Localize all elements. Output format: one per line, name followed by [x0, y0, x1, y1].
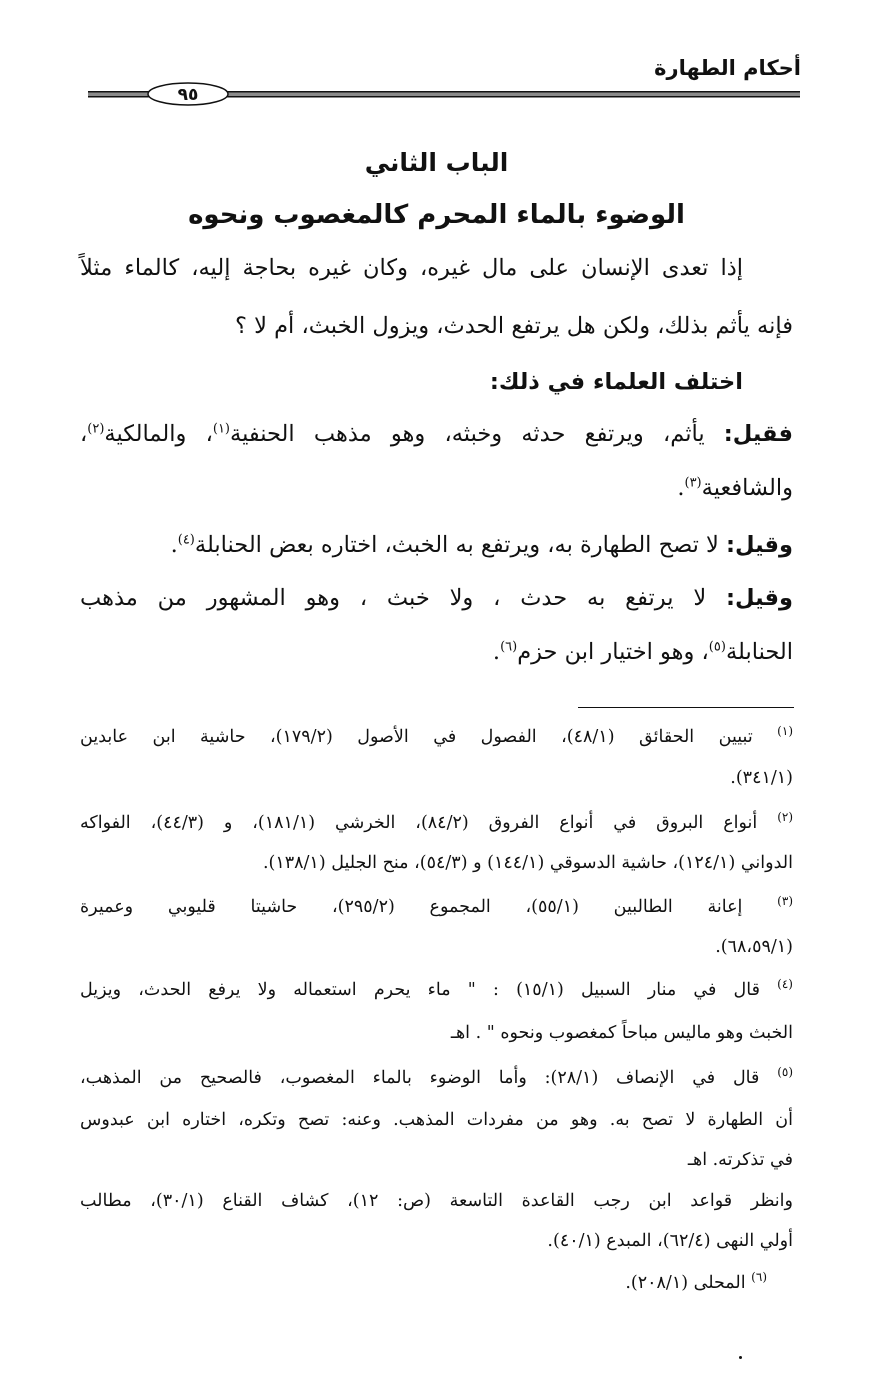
footnote-number: (٤) — [777, 977, 793, 992]
footnote-ref[interactable]: (٦) — [500, 639, 518, 655]
opinion-1 — [80, 416, 793, 452]
body-line: إذا تعدى الإنسان على مال غيره، وكان غيره بحاجة إليه، كالماء مثلاً — [80, 255, 743, 281]
footnote-2-cont: الدواني (١٢٤/١)، حاشية الدسوقي (١٤٤/١) و (٥٤/٣)، منح الجليل (١٣٨/١). — [262, 853, 793, 873]
opinion-3 — [80, 580, 793, 616]
opinion-text: لا يرتفع به حدث ، ولا خبث ، وهو المشهور من مذهب — [80, 585, 727, 611]
footnote-1-cont: (٣٤١/١). — [730, 768, 793, 788]
running-title: أحكام الطهارة — [654, 56, 801, 80]
opinion-text: والشافعية — [701, 475, 793, 501]
opinion-2 — [80, 527, 793, 563]
footnote-1 — [80, 722, 793, 752]
footnote-ref[interactable]: (٤) — [177, 532, 195, 548]
footnote-4-cont: الخبث وهو ماليس مباحاً كمغصوب ونحوه " . اهـ — [450, 1023, 793, 1043]
footnote-text: قال في منار السبيل (١٥/١) : " ماء يحرم استعماله ولا يرفع الحدث، ويزيل — [80, 980, 778, 1000]
scan-speck — [739, 1356, 742, 1359]
opinion-text: ، وهو اختيار ابن حزم — [517, 639, 709, 665]
opinion-text: لا تصح الطهارة به، ويرتفع به الخبث، اختاره بعض الحنابلة — [194, 532, 727, 558]
footnote-text: إعانة الطالبين (٥٥/١)، المجموع (٢٩٥/٢)، حاشيتا قليوبي وعميرة — [80, 897, 778, 917]
footnote-6 — [80, 1268, 767, 1298]
footnote-number: (١) — [777, 724, 793, 739]
punct: . — [170, 532, 178, 558]
footnote-number: (٥) — [777, 1065, 794, 1080]
footnote-ref[interactable]: (١) — [212, 421, 230, 437]
footnote-separator — [578, 707, 794, 708]
chapter-title: الباب الثاني — [364, 148, 509, 177]
footnote-number: (٦) — [751, 1270, 767, 1285]
opinion-text: ، — [80, 421, 88, 447]
footnote-text: تبيين الحقائق (٤٨/١)، الفصول في الأصول (١٧٩/٢)، حاشية ابن عابدين — [80, 727, 778, 747]
opinion-text: يأثم، ويرتفع حدثه وخبثه، وهو مذهب الحنفية — [230, 421, 724, 447]
footnote-5 — [80, 1063, 793, 1093]
footnote-2 — [80, 808, 793, 838]
footnote-5-cont: أولي النهى (٦٢/٤)، المبدع (٤٠/١). — [547, 1231, 793, 1251]
footnote-5-cont: وانظر قواعد ابن رجب القاعدة التاسعة (ص: ١٢)، كشاف القناع (٣٠/١)، مطالب — [80, 1191, 793, 1211]
punct: . — [677, 475, 685, 501]
footnote-text: أنواع البروق في أنواع الفروق (٨٤/٢)، الخرشي (١٨١/١)، و (٤٤/٣)، الفواكه — [80, 813, 778, 833]
section-heading: اختلف العلماء في ذلك: — [489, 369, 743, 395]
punct: . — [492, 639, 501, 665]
page-number: ٩٥ — [177, 85, 199, 105]
footnote-3-cont: (٦٨،٥٩/١). — [715, 937, 793, 957]
footnote-5-cont: أن الطهارة لا تصح به. وهو من مفردات المذهب. وعنه: تصح وتكره، اختاره ابن عبدوس — [80, 1110, 793, 1130]
opinion-1-cont — [80, 470, 793, 506]
footnote-3 — [80, 892, 793, 922]
opinion-3-cont — [80, 634, 793, 670]
footnote-4 — [80, 975, 793, 1005]
opinion-lead: فقيل: — [723, 421, 793, 447]
footnote-ref[interactable]: (٣) — [684, 475, 702, 491]
footnote-ref[interactable]: (٥) — [708, 639, 726, 655]
footnote-number: (٢) — [777, 810, 794, 825]
opinion-lead: وقيل: — [726, 585, 793, 611]
footnote-5-cont: في تذكرته. اهـ — [687, 1150, 793, 1170]
chapter-subtitle: الوضوء بالماء المحرم كالمغصوب ونحوه — [188, 200, 685, 230]
opinion-text: الحنابلة — [725, 639, 793, 665]
footnote-ref[interactable]: (٢) — [87, 421, 105, 437]
opinion-text: ، والمالكية — [104, 421, 213, 447]
footnote-number: (٣) — [777, 894, 793, 909]
opinion-lead: وقيل: — [726, 532, 793, 558]
body-line: فإنه يأثم بذلك، ولكن هل يرتفع الحدث، ويزول الخبث، أم لا ؟ — [235, 313, 793, 339]
footnote-text: المحلى (٢٠٨/١). — [625, 1273, 752, 1293]
footnote-text: قال في الإنصاف (٢٨/١): وأما الوضوء بالماء المغصوب، فالصحيح من المذهب، — [80, 1068, 778, 1088]
